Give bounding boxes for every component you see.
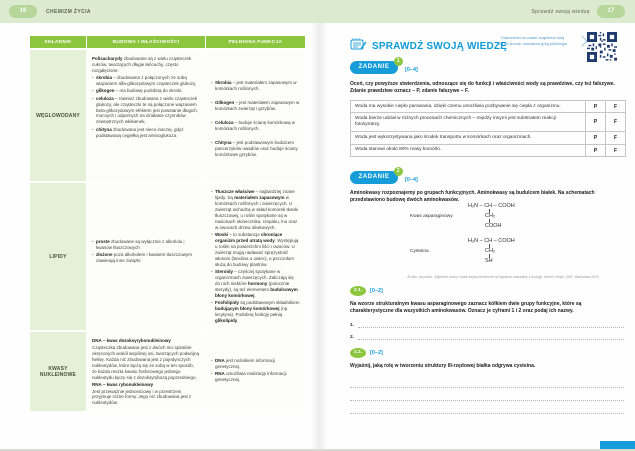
list-item bbox=[211, 140, 300, 158]
subtask-21-points: [0–2] bbox=[370, 288, 383, 294]
task1-instruction: Oceń, czy powyższe stwierdzenia, odnoszące się do funkcji i właściwości wody są prawdziwe, czy też fałszywe. Zdanie prawdziwe oznacz – P, zdanie fałszywe – F. bbox=[350, 81, 615, 95]
header-budowa: BUDOWA I WŁAŚCIWOŚCI bbox=[87, 36, 205, 48]
bullet-marker: • bbox=[211, 189, 213, 194]
statement-text: Woda bierze udział w różnych procesach chemicznych – między innymi jest substratem reakcji fotosyntezy. bbox=[355, 115, 556, 128]
bullet-marker: • bbox=[211, 371, 213, 377]
page-gutter bbox=[311, 23, 327, 449]
task2-badge bbox=[350, 168, 401, 184]
list-item bbox=[211, 100, 300, 112]
task2-points: [0–4] bbox=[405, 177, 418, 183]
structure-cell bbox=[87, 183, 205, 330]
statement-text: Woda stanowi około 80% masy komórki. bbox=[355, 147, 442, 153]
chapter-title: CHEMIZM ŻYCIA bbox=[46, 9, 91, 15]
amino-structures bbox=[350, 203, 626, 273]
item-text: Chityna – jest podstawowym budulcem pancerzyków owadów oraz buduje ściany komórkowe grzybów. bbox=[215, 139, 298, 157]
list-item bbox=[92, 239, 200, 251]
statement-row bbox=[351, 132, 625, 144]
bullet-marker: • bbox=[211, 99, 213, 105]
list-item bbox=[211, 371, 300, 383]
statement-text: Woda jest wykorzystywana jako środek transportu w komórkach oraz organizmach. bbox=[355, 134, 532, 140]
answer-number: 2. bbox=[350, 335, 355, 340]
list-item bbox=[92, 252, 200, 264]
item-text: proste zbudowane są wyłącznie z alkoholu i kwasów tłuszczowych bbox=[96, 239, 185, 250]
page-number-left: 16 bbox=[9, 5, 37, 18]
page-number-right: 17 bbox=[597, 5, 625, 18]
dotted-line[interactable] bbox=[350, 401, 624, 414]
list-item bbox=[92, 127, 200, 139]
item-text: Steroidy – częściej spotykane w organizmach zwierzęcych. Zaliczają się do nich niektóre hormony (potocznie sterydy), są też elementem budulcowym błony komórkowej. bbox=[215, 269, 298, 298]
item-text: Celuloza – buduje ścianę komórkową w komórkach roślinnych. bbox=[215, 119, 296, 131]
subtask-21-answer-lines bbox=[350, 316, 624, 340]
task1-label: ZADANIE bbox=[358, 64, 390, 70]
answers-note bbox=[490, 36, 575, 47]
paragraph: DNA – kwas dezoksyrybonukleinowy bbox=[92, 338, 171, 343]
item-text: DNA jest nośnikiem informacji genetycznej. bbox=[215, 358, 276, 369]
qr-code bbox=[587, 32, 617, 62]
task1-badge bbox=[350, 58, 401, 74]
item-text: Glikogen – jest materiałem zapasowym w komórkach zwierząt i grzybów. bbox=[215, 99, 300, 111]
structure-cell bbox=[87, 332, 205, 411]
nutrients-table-body bbox=[30, 50, 306, 411]
answer-number: 1. bbox=[350, 323, 355, 328]
function-cell bbox=[206, 332, 305, 411]
structure-label: Kwas asparaginowy bbox=[410, 213, 453, 219]
bullet-marker: • bbox=[211, 119, 213, 125]
item-text: celuloza – również zbudowana z wielu cząsteczek glukozy, ale cząsteczki te są połączone wiązaniem beta-glikozydowym efektem jest powstanie długich, mocnych i odpornych na działanie czynników zewnętrznych włókienek, bbox=[96, 95, 199, 125]
component-cell: KWASY NUKLEINOWE bbox=[30, 332, 86, 411]
nutrients-table-header bbox=[30, 36, 306, 48]
bullet-marker: • bbox=[211, 269, 213, 275]
paragraph: Cząsteczka zbudowana jest z dwóch nici spiralnie okręconych wokół wspólnej osi, tworzących podwójną helisę. Każda nić zbudowana jest z pojedynczych nukleotydów, które łączą się ze sobą w ten sposób, że każda reszta kwasu fosforowego jednego nukleotydu łączy się z dezoksyrybozą poprzedniego. bbox=[92, 344, 200, 380]
bullet-marker: • bbox=[211, 80, 213, 85]
amino-structure bbox=[350, 203, 626, 229]
top-bar bbox=[0, 0, 635, 23]
amino-structure bbox=[350, 238, 626, 264]
function-cell bbox=[206, 183, 305, 330]
subtask-22-badge: 2.2. bbox=[350, 348, 366, 358]
item-text: Woski – to substancje chroniące organizm przed utratą wody. Występują u roślin na powierzchni liści i owoców. U zwierząt mogą nadawać sprężystość włosom (lanolina u owiec), a pszczołom służą do budowy plastrów. bbox=[215, 232, 299, 267]
table-row bbox=[30, 332, 306, 411]
item-text: Fosfolipidy są podstawowym składnikiem budującym błony komórkowej (np. lecytyna). Podobną funkcję pełnią glikolipidy. bbox=[215, 300, 300, 324]
true-option[interactable]: P bbox=[585, 145, 605, 156]
header-skladnik: SKŁADNIK bbox=[30, 36, 86, 48]
component-cell: LIPIDY bbox=[30, 183, 86, 330]
statement-row bbox=[351, 113, 625, 132]
list-item bbox=[211, 232, 300, 268]
bullet-marker: • bbox=[92, 74, 94, 80]
bullet-marker: • bbox=[211, 139, 213, 145]
item-text: glikogen – ma budowę podobną do skrobi, bbox=[96, 88, 183, 94]
true-option[interactable]: P bbox=[585, 101, 605, 112]
corner-tab bbox=[600, 441, 635, 449]
item-text: Tłuszcze właściwe – najbardziej znane lipidy. Są materiałem zapasowym w komórkach roślinnych i zwierzęcych. U zwierząt wchodzą w skład komórek tkanki tłuszczowej, u roślin spotykane są w nasionach słonecznika, rzepaku, lnu oraz w owocach drzew oliwkowych. bbox=[215, 189, 299, 230]
statement-text: Woda ma wysokie ciepło parowania, dzięki czemu umożliwia pozbywanie się ciepła z organizmu. bbox=[355, 103, 561, 109]
statement-row bbox=[351, 145, 625, 157]
dotted-line[interactable] bbox=[350, 375, 624, 388]
numbered-answer-line[interactable] bbox=[350, 316, 624, 328]
dotted-line[interactable] bbox=[358, 318, 624, 328]
paragraph: RNA – kwas rybonukleinowy bbox=[92, 381, 154, 387]
list-item bbox=[92, 88, 200, 94]
false-option[interactable]: F bbox=[605, 113, 625, 131]
chevron-right-icon bbox=[576, 35, 587, 46]
item-text: chityna zbudowana jest nieco inaczej, gdyż podstawową cegiełką jest aminoglukoza. bbox=[96, 126, 184, 138]
true-option[interactable]: P bbox=[585, 113, 605, 131]
section-title: Sprawdź swoją wiedzę bbox=[531, 9, 590, 15]
dotted-line[interactable] bbox=[350, 388, 624, 401]
bullet-marker: • bbox=[92, 88, 94, 94]
subtask-21-badge: 2.1. bbox=[350, 286, 366, 296]
check-knowledge-header bbox=[350, 37, 507, 56]
item-text: złożone poza alkoholem i kwasem tłuszczowym zawierają inne związki bbox=[96, 252, 193, 264]
source-note: Źródło: na podst.: Wybrane wzory i stałe fizykochemiczne na egzamin maturalny z biologii, chemii i fizyki, CKE, Warszawa 2023 bbox=[407, 275, 599, 279]
list-item bbox=[211, 269, 300, 299]
table-row bbox=[30, 183, 306, 330]
bullet-marker: • bbox=[211, 300, 213, 306]
structure-formula: H₂N – CH – COOH CH₂ SH bbox=[468, 238, 515, 265]
false-option[interactable]: F bbox=[605, 101, 625, 112]
answers-note-line2: lub na stronie: rokmatura.greg.pl/biologia bbox=[498, 41, 567, 46]
false-option[interactable]: F bbox=[605, 145, 625, 156]
list-item bbox=[211, 358, 300, 370]
structure-formula: H₂N – CH – COOH CH₂ COOH bbox=[468, 203, 515, 230]
structure-label: Cysteina bbox=[410, 248, 429, 254]
item-text: RNA umożliwia realizację informacji genetycznej. bbox=[215, 371, 287, 383]
bullet-marker: • bbox=[92, 239, 94, 244]
statements-table bbox=[350, 100, 626, 157]
bullet-marker: • bbox=[211, 232, 213, 238]
subtask-22-answer-lines bbox=[350, 375, 624, 414]
bullet-marker: • bbox=[92, 252, 94, 258]
header-funkcja: PEŁNIONA FUNKCJA bbox=[206, 36, 305, 48]
structure-cell bbox=[87, 50, 205, 181]
task1-number: 1 bbox=[394, 57, 403, 66]
task2-instruction: Aminokwasy rozpoznajemy po grupach funkcyjnych. Aminokwasy są budulcem białek. Na schematach przedstawiono budowę dwóch aminokwasów. bbox=[350, 190, 595, 204]
component-cell: WĘGLOWODANY bbox=[30, 50, 86, 181]
subtask-21-text: Na wzorze strukturalnym kwasu asparaginowego zaznacz kółkiem dwie grupy funkcyjne, które są charakterystyczne dla wszystkich aminokwasów. Oznacz je cyframi 1 i 2 oraz podaj ich nazwy. bbox=[350, 301, 582, 315]
list-item bbox=[211, 189, 300, 231]
bullet-marker: • bbox=[92, 95, 94, 101]
list-item bbox=[92, 75, 200, 87]
numbered-answer-line[interactable] bbox=[350, 328, 624, 340]
task1-points: [0–4] bbox=[405, 67, 418, 73]
bullet-marker: • bbox=[92, 126, 94, 132]
list-item bbox=[211, 300, 300, 324]
paragraph: Jest przeważnie jednoniciowy i w przestrzeni przyjmuje różne formy. Jego nić zbudowana jest z nukleotydów. bbox=[92, 388, 192, 406]
table-row bbox=[30, 50, 306, 181]
item-text: Skrobia – jest materiałem zapasowym w komórkach roślinnych. bbox=[215, 80, 297, 91]
statement-row bbox=[351, 101, 625, 113]
subtask-22-points: [0–2] bbox=[370, 350, 383, 356]
notebook-pencil-icon bbox=[350, 37, 367, 56]
true-option[interactable]: P bbox=[585, 132, 605, 143]
task2-label: ZADANIE bbox=[358, 174, 390, 180]
check-knowledge-title: SPRAWDŹ SWOJĄ WIEDZĘ bbox=[372, 41, 508, 52]
nutrients-table bbox=[30, 36, 306, 413]
paragraph: Polisacharydy zbudowane są z wielu cząsteczek cukrów, tworzących długie łańcuchy, często rozgałęzione: bbox=[92, 56, 192, 73]
dotted-line[interactable] bbox=[358, 330, 624, 340]
task2-number: 2 bbox=[394, 167, 403, 176]
bullet-marker: • bbox=[211, 358, 213, 363]
list-item bbox=[211, 120, 300, 132]
answers-note-line1: Odpowiedzi do zadań znajdziesz tutaj bbox=[500, 36, 565, 40]
subtask-22-text: Wyjaśnij, jaką rolę w tworzeniu struktury III-rzędowej białka odgrywa cysteina. bbox=[350, 363, 536, 369]
false-option[interactable]: F bbox=[605, 132, 625, 143]
list-item bbox=[92, 96, 200, 126]
function-cell bbox=[206, 50, 305, 181]
item-text: skrobia – zbudowana z połączonych ze sobą wiązaniem alfa-glikozydowym cząsteczek glukozy, bbox=[96, 74, 197, 86]
list-item bbox=[211, 80, 300, 92]
